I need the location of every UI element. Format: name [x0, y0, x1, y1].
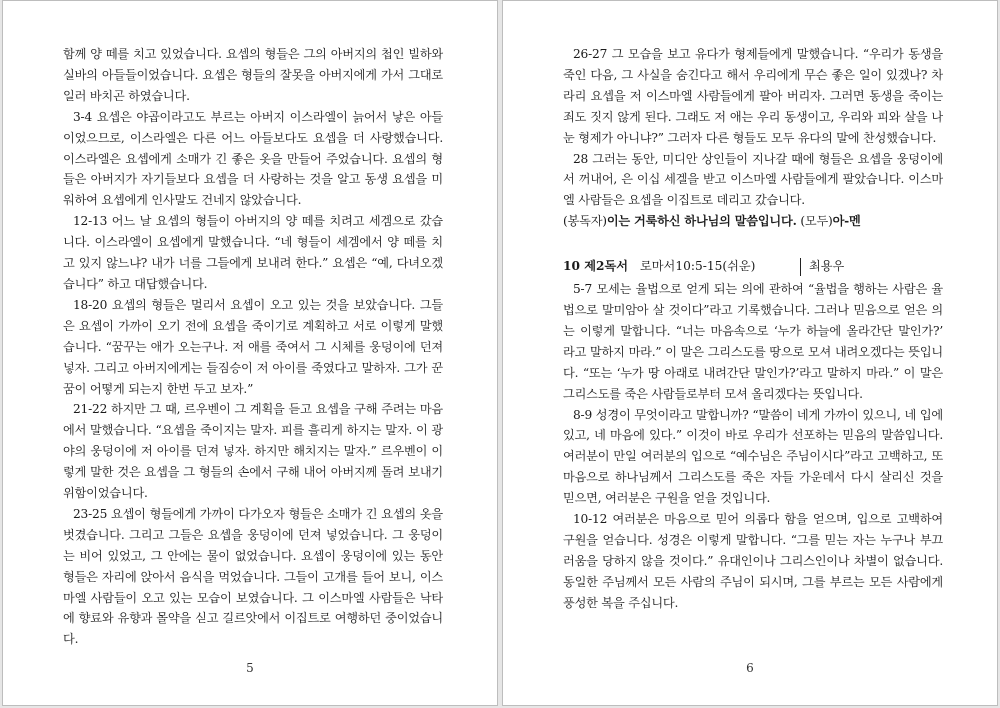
paragraph: 21-22 하지만 그 때, 르우벤이 그 계획을 듣고 요셉을 구해 주려는 마음에서 말했습니다. “요셉을 죽이지는 말자. 피를 흘리게 하지는 말자. 이 광야의 웅덩이에 저 아이를 던져 넣자. 하지만 해치지는 말자.” 르우벤이 이렇게 말한 것은 요셉을 그 형들의 손에서 구해 내어 아버지께 돌려 보내기 위함이었습니다.: [63, 402, 443, 501]
reading-header: [563, 256, 943, 277]
paragraph: 10-12 여러분은 마음으로 믿어 의롭다 함을 얻으며, 입으로 고백하여 구원을 얻습니다. 성경은 이렇게 말합니다. “그를 믿는 자는 누구나 부끄러움을 당하지 않을 것이다.” 유대인이나 그리스인이나 차별이 없습니다. 동일한 주님께서 모든 사람의 주님이 되시며, 그를 부르는 모든 사람에게 풍성한 복을 주십니다.: [563, 512, 943, 610]
paragraph: 18-20 요셉의 형들은 멀리서 요셉이 오고 있는 것을 보았습니다. 그들은 요셉이 가까이 오기 전에 요셉을 죽이기로 계획하고 서로 이렇게 말했습니다. “꿈꾸는 애가 오는구나. 저 애를 죽여서 그 시체를 웅덩이에 던져 넣자. 그리고 아버지에게는 들짐승이 저 아이를 죽였다고 말하자. 그가 꾼 꿈이 어떻게 되는지 한번 두고 보자.”: [63, 297, 443, 396]
all-text: 아-멘: [832, 214, 861, 229]
reader-tag: (봉독자): [563, 214, 607, 229]
all-tag: (모두): [800, 214, 833, 229]
paragraph: 12-13 어느 날 요셉의 형들이 아버지의 양 떼를 치려고 세겜으로 갔습니다. 이스라엘이 요셉에게 말했습니다. “네 형들이 세겜에서 양 떼를 치고 있지 않느냐? 내가 너를 그들에게 보내려 한다.” 요셉은 “예, 다녀오겠습니다” 하고 대답했습니다.: [63, 214, 443, 291]
text-column-left: [63, 44, 443, 650]
reading-reference: 로마서10:5-15(쉬운): [640, 259, 756, 274]
text-column-right: [563, 44, 943, 614]
page-number: 6: [746, 661, 754, 675]
paragraph: 5-7 모세는 율법으로 얻게 되는 의에 관하여 “율법을 행하는 사람은 율법으로 말미암아 살 것이다”라고 기록했습니다. 그러나 믿음으로 얻은 의는 이렇게 말합니다. “너는 마음속으로 ‘누가 하늘에 올라간단 말인가?’ 라고 말하지 마라.” 이 말은 그리스도를 땅으로 모셔 내려오겠다는 뜻입니다. “또는 ‘누가 땅 아래로 내려간단 말인가?’라고 말하지 마라.” 이 말은 그리스도를 죽은 사람들로부터 모셔 올리겠다는 뜻입니다.: [563, 282, 943, 401]
reading-reader: 최용우: [809, 259, 845, 274]
paragraph: 3-4 요셉은 야곱이라고도 부르는 아버지 이스라엘이 늙어서 낳은 아들이었으므로, 이스라엘은 다른 어느 아들보다도 요셉을 더 사랑했습니다. 이스라엘은 요셉에게 소매가 긴 좋은 옷을 만들어 주었습니다. 요셉의 형들은 아버지가 자기들보다 요셉을 더 사랑하는 것을 알고 동생 요셉을 미워하여 요셉에게 인사말도 건네지 않았습니다.: [63, 109, 443, 208]
liturgy-response: [563, 211, 943, 232]
paragraph: 23-25 요셉이 형들에게 가까이 다가오자 형들은 소매가 긴 요셉의 옷을 벗겼습니다. 그리고 그들은 요셉을 웅덩이에 던져 넣었습니다. 그 웅덩이는 비어 있었고, 그 안에는 물이 없었습니다. 요셉이 웅덩이에 있는 동안 형들은 자리에 앉아서 음식을 먹었습니다. 그들이 고개를 들어 보니, 이스마엘 사람들이 오고 있는 모습이 보였습니다. 그 이스마엘 사람들은 낙타에 향료와 유향과 몰약을 싣고 길르앗에서 이집트로 여행하던 중이었습니다.: [63, 506, 443, 647]
separator-bar: [800, 258, 801, 276]
page-number: 5: [246, 661, 254, 675]
reading-number: 10 제2독서: [563, 259, 629, 274]
paragraph: 26-27 그 모습을 보고 유다가 형제들에게 말했습니다. “우리가 동생을 죽인 다음, 그 사실을 숨긴다고 해서 우리에게 무슨 좋은 일이 있겠나? 차라리 요셉을 저 이스마엘 사람들에게 팔아 버리자. 그러면 동생을 죽이는 죄도 짓지 않게 된다. 그래도 저 애는 우리 동생이고, 우리와 피와 살을 나눈 형제가 아니냐?” 그러자 다른 형들도 모두 유다의 말에 찬성했습니다.: [563, 47, 943, 145]
page-left: [2, 0, 498, 706]
page-right: [502, 0, 998, 706]
paragraph: 28 그러는 동안, 미디안 상인들이 지나갈 때에 형들은 요셉을 웅덩이에서 꺼내어, 은 이십 세겔을 받고 이스마엘 사람들에게 팔았습니다. 이스마엘 사람들은 요셉을 이집트로 데리고 갔습니다.: [563, 151, 943, 208]
reader-text: 이는 거룩하신 하나님의 말씀입니다.: [606, 214, 797, 229]
paragraph: 함께 양 떼를 치고 있었습니다. 요셉의 형들은 그의 아버지의 첩인 빌하와 실바의 아들들이었습니다. 요셉은 형들의 잘못을 아버지에게 가서 그대로 일러 바치곤 하였습니다.: [63, 47, 443, 103]
paragraph: 8-9 성경이 무엇이라고 말합니까? “말씀이 네게 가까이 있으니, 네 입에 있고, 네 마음에 있다.” 이것이 바로 우리가 선포하는 믿음의 말씀입니다. 여러분이 만일 여러분의 입으로 “예수님은 주님이시다”라고 고백하고, 또 마음으로 하나님께서 그리스도를 죽은 자들 가운데서 다시 살리신 것을 믿으면, 여러분은 구원을 얻을 것입니다.: [563, 407, 943, 506]
